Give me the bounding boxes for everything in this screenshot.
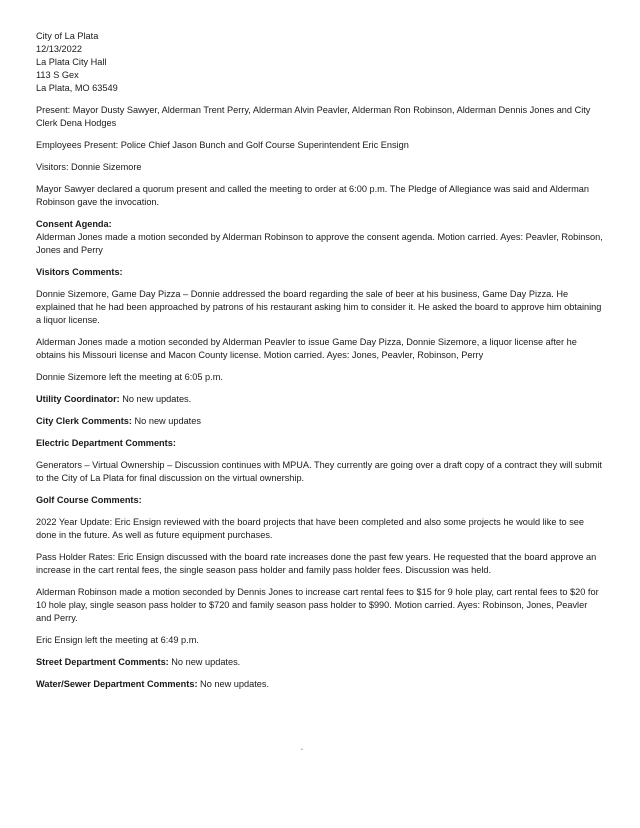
water-sewer-comments xyxy=(36,678,604,691)
present-list: Present: Mayor Dusty Sawyer, Alderman Trent Perry, Alderman Alvin Peavler, Alderman Ron Robinson, Alderman Dennis Jones and City Clerk Dena Hodges xyxy=(36,105,591,128)
electric-heading: Electric Department Comments: xyxy=(36,438,176,448)
golf-p2: Pass Holder Rates: Eric Ensign discussed with the board rate increases done the past few years. He requested that the board approve an increase in the cart rental fees, the single season pass holder and family pass holder fees. Discussion was held. xyxy=(36,552,597,575)
visitors-list: Visitors: Donnie Sizemore xyxy=(36,162,142,172)
street-text: No new updates. xyxy=(168,657,241,667)
street-label: Street Department Comments: xyxy=(36,657,169,667)
header-city-state-zip: La Plata, MO 63549 xyxy=(36,83,118,93)
letterhead xyxy=(36,30,604,95)
golf-p4: Eric Ensign left the meeting at 6:49 p.m. xyxy=(36,635,199,645)
city-clerk-comments xyxy=(36,415,604,428)
header-date: 12/13/2022 xyxy=(36,44,82,54)
golf-p3: Alderman Robinson made a motion seconded by Dennis Jones to increase cart rental fees to $15 for 9 hole play, cart rental fees to $20 for 10 hole play, single season pass holder to $720 and family season pass holder to $990. Motion carried. Ayes: Robinson, Jones, Peavler and Perry. xyxy=(36,587,599,623)
visitors-comments-p2: Alderman Jones made a motion seconded by Alderman Peavler to issue Game Day Pizza, Donnie Sizemore, a liquor license after he obtains his Missouri license and Macon County license. Motion carried. Ayes: Jones, Peavler, Robinson, Perry xyxy=(36,337,577,360)
street-department-comments xyxy=(36,656,604,669)
electric-text: Generators – Virtual Ownership – Discussion continues with MPUA. They currently are going over a draft copy of a contract they will submit to the City of La Plata for final discussion on the virtual ownership. xyxy=(36,460,602,483)
utility-coordinator xyxy=(36,393,604,406)
water-sewer-text: No new updates. xyxy=(197,679,270,689)
visitors-comments-heading: Visitors Comments: xyxy=(36,267,123,277)
employees-present: Employees Present: Police Chief Jason Bunch and Golf Course Superintendent Eric Ensign xyxy=(36,140,409,150)
call-to-order: Mayor Sawyer declared a quorum present and called the meeting to order at 6:00 p.m. The Pledge of Allegiance was said and Alderman Robinson gave the invocation. xyxy=(36,184,589,207)
consent-agenda-text: Alderman Jones made a motion seconded by Alderman Robinson to approve the consent agenda. Motion carried. Ayes: Peavler, Robinson, Jones and Perry xyxy=(36,232,603,255)
utility-coordinator-text: No new updates. xyxy=(119,394,192,404)
golf-heading: Golf Course Comments: xyxy=(36,495,142,505)
header-venue: La Plata City Hall xyxy=(36,57,107,67)
golf-p1: 2022 Year Update: Eric Ensign reviewed with the board projects that have been completed and also some projects he would like to see done in the future. As well as future equipment purchases. xyxy=(36,517,585,540)
city-clerk-label: City Clerk Comments: xyxy=(36,416,132,426)
header-city: City of La Plata xyxy=(36,31,99,41)
visitors-comments-p3: Donnie Sizemore left the meeting at 6:05 p.m. xyxy=(36,372,223,382)
utility-coordinator-label: Utility Coordinator: xyxy=(36,394,120,404)
header-street: 113 S Gex xyxy=(36,70,79,80)
scan-speck: • xyxy=(301,747,303,753)
visitors-comments-p1: Donnie Sizemore, Game Day Pizza – Donnie addressed the board regarding the sale of beer at his business, Game Day Pizza. He explained that he had been approached by patrons of his restaurant asking him to consider it. He asked the board to approve him obtaining a liquor license. xyxy=(36,289,602,325)
water-sewer-label: Water/Sewer Department Comments: xyxy=(36,679,198,689)
consent-agenda-heading: Consent Agenda: xyxy=(36,219,112,229)
city-clerk-text: No new updates xyxy=(131,416,201,426)
